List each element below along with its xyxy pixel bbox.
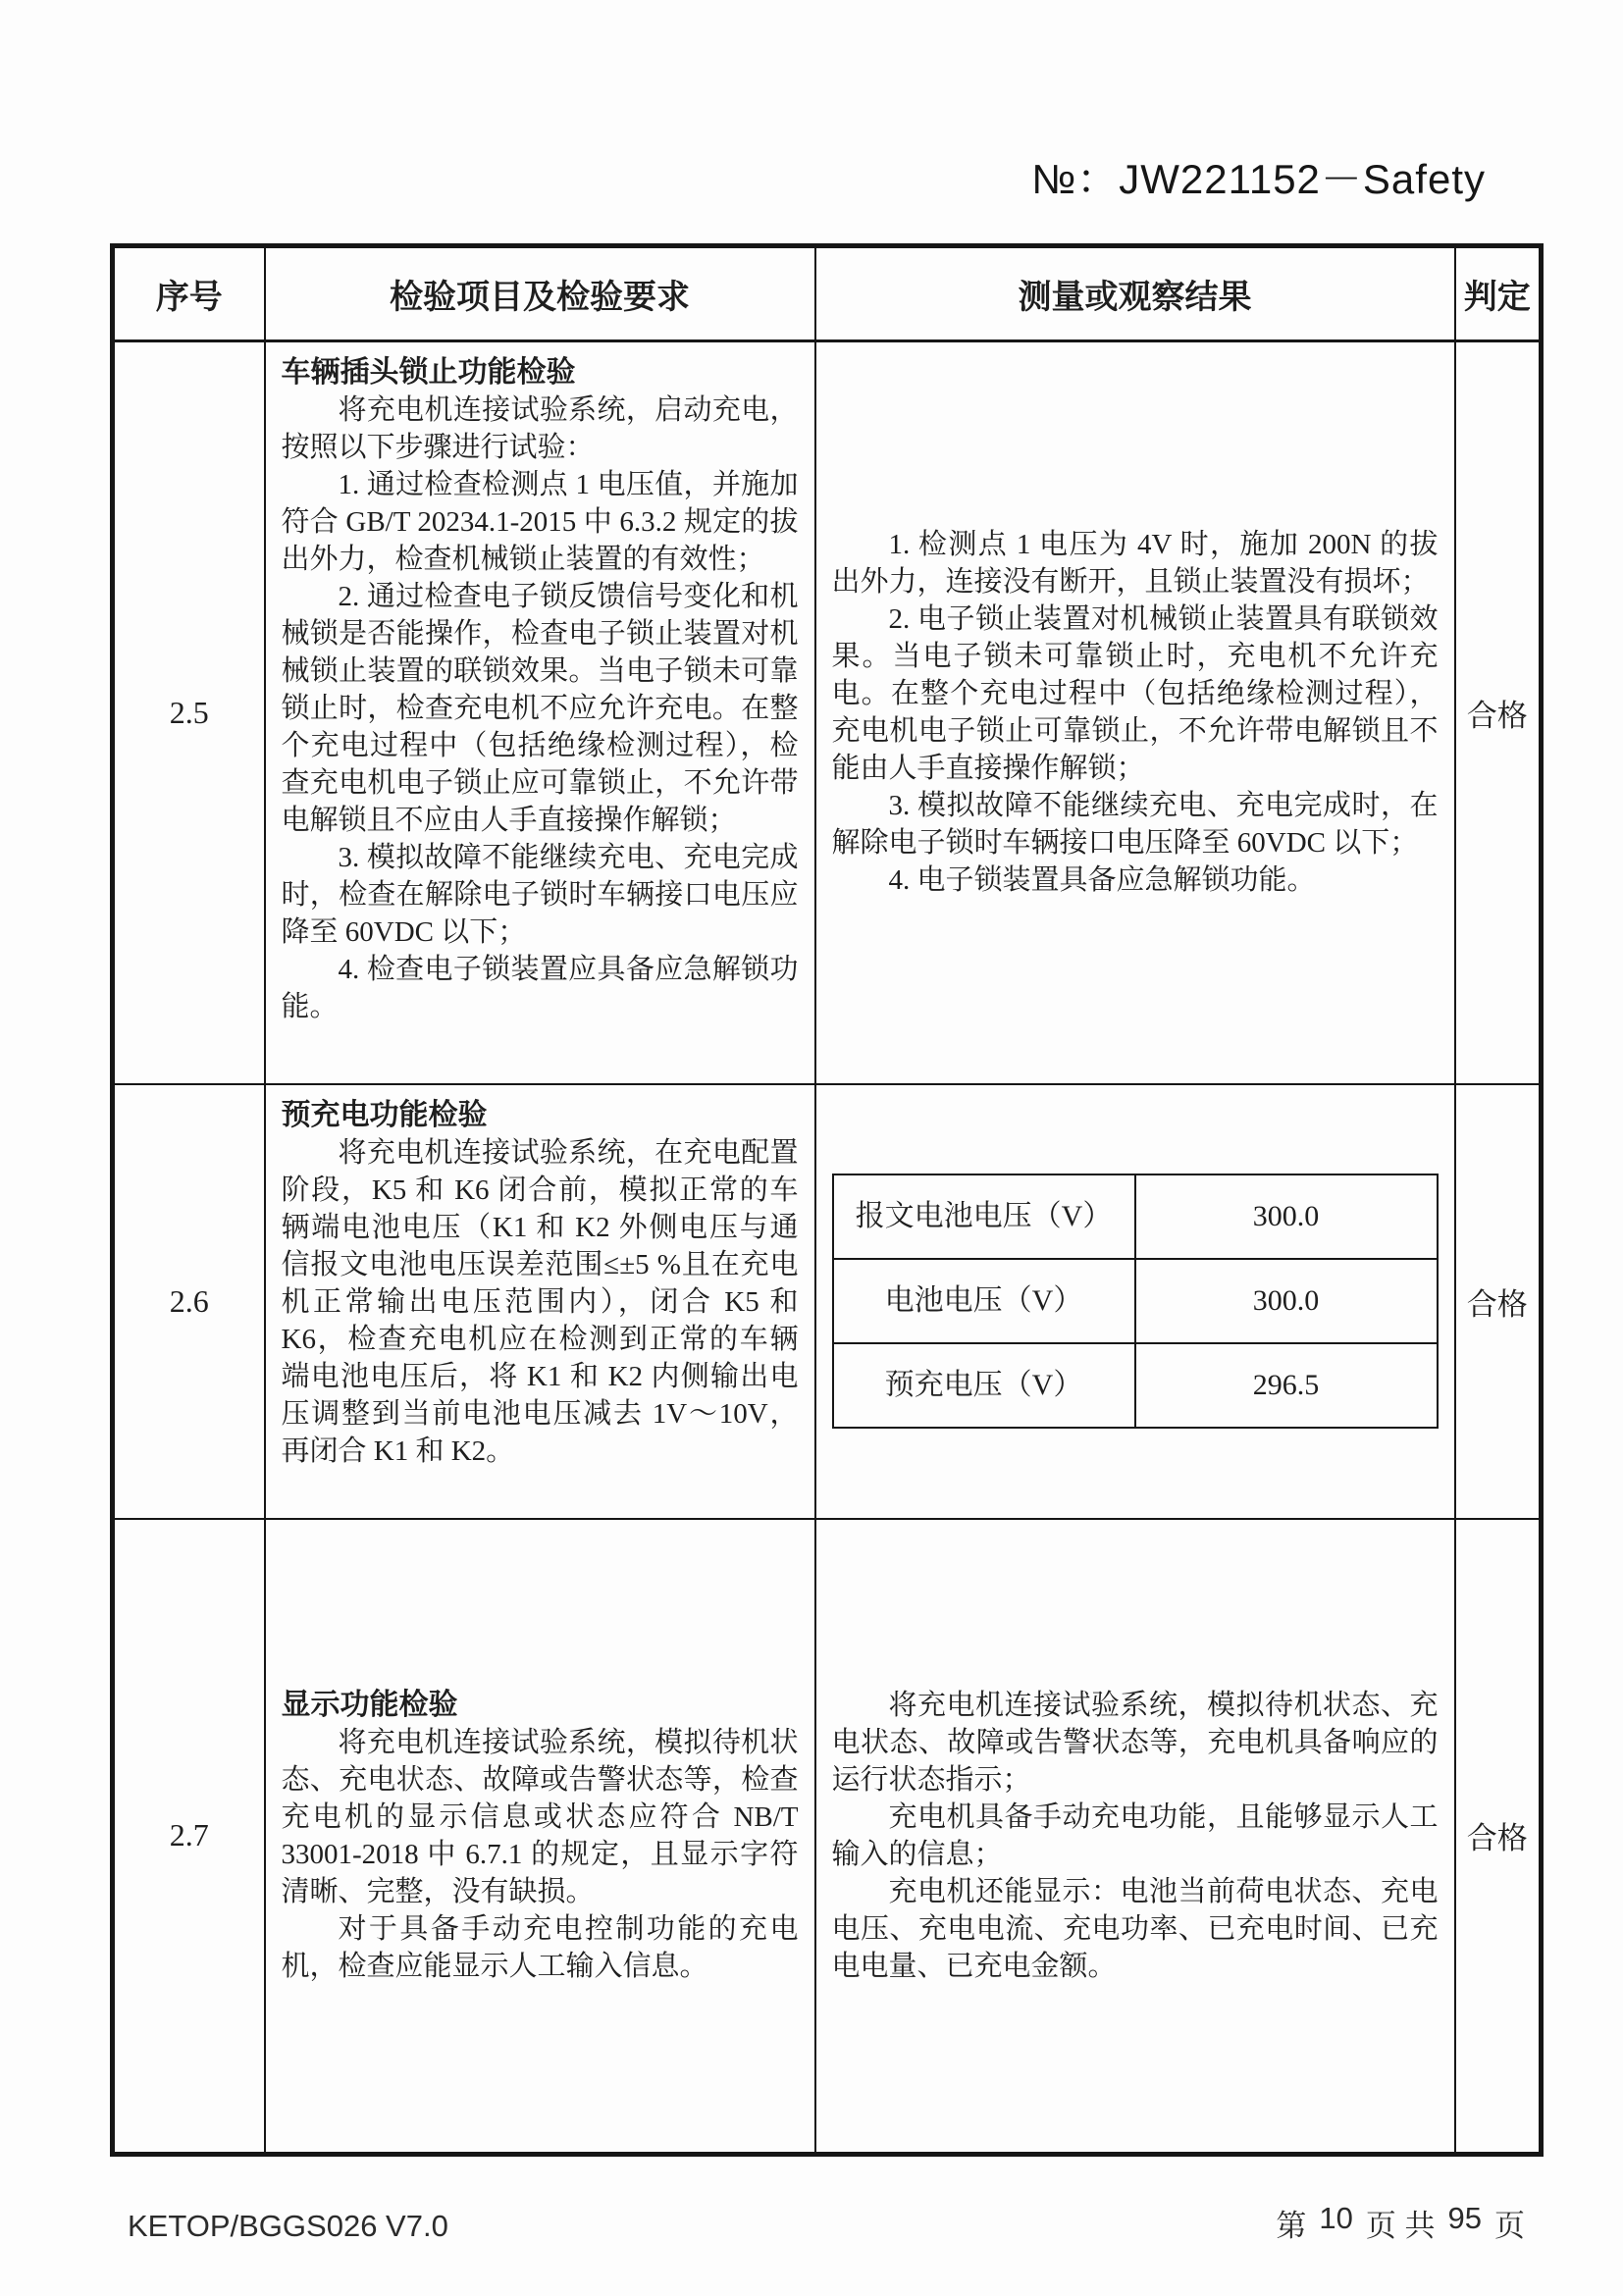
result-paragraph: 充电机还能显示：电池当前荷电状态、充电电压、充电电流、充电功率、已充电时间、已充电电量、已充电金额。 — [831, 1875, 1439, 1982]
table-header-row — [113, 246, 1542, 341]
result-data-table — [832, 1174, 1439, 1429]
result-cell — [815, 1519, 1455, 2155]
page-current: 10 — [1319, 2201, 1353, 2235]
item-paragraph: 4. 检查电子锁装置应具备应急解锁功能。 — [281, 954, 799, 1022]
data-label: 预充电压（V） — [833, 1343, 1135, 1428]
item-paragraph: 2. 通过检查电子锁反馈信号变化和机械锁是否能操作，检查电子锁止装置对机械锁止装置的联锁效果。当电子锁未可靠锁止时，检查充电机不应允许充电。在整个充电过程中（包括绝缘检测过程），检查充电机电子锁止应可靠锁止，不允许带电解锁且不应由人手直接操作解锁； — [281, 581, 799, 836]
item-paragraph: 将充电机连接试验系统，启动充电，按照以下步骤进行试验： — [281, 394, 799, 463]
item-title: 预充电功能检验 — [281, 1098, 488, 1131]
footer-pagination — [1276, 2201, 1525, 2245]
table-row-2-7 — [113, 1519, 1542, 2155]
item-paragraph: 将充电机连接试验系统，模拟待机状态、充电状态、故障或告警状态等，检查充电机的显示信息或状态应符合 NB/T 33001-2018 中 6.7.1 的规定，且显示字符清晰、完整，没有缺损。 — [281, 1726, 799, 1907]
verdict-cell: 合格 — [1455, 1519, 1542, 2155]
data-row — [833, 1343, 1438, 1428]
item-title: 显示功能检验 — [281, 1688, 458, 1721]
pagination-mid: 页 共 — [1365, 2209, 1436, 2243]
item-paragraph: 3. 模拟故障不能继续充电、充电完成时，检查在解除电子锁时车辆接口电压应降至 60VDC 以下； — [281, 842, 799, 948]
item-title: 车辆插头锁止功能检验 — [281, 356, 576, 389]
data-value: 300.0 — [1135, 1174, 1438, 1259]
table-row-2-6 — [113, 1084, 1542, 1519]
item-cell — [265, 341, 815, 1084]
pagination-prefix: 第 — [1276, 2209, 1307, 2243]
inspection-table — [110, 243, 1544, 2157]
header-verdict: 判定 — [1455, 246, 1542, 341]
result-cell — [815, 1084, 1455, 1519]
item-cell — [265, 1084, 815, 1519]
result-paragraph: 将充电机连接试验系统，模拟待机状态、充电状态、故障或告警状态等，充电机具备响应的运行状态指示； — [831, 1689, 1439, 1796]
footer-doc-code: KETOP/BGGS026 V7.0 — [128, 2209, 448, 2243]
item-paragraph: 对于具备手动充电控制功能的充电机，检查应能显示人工输入信息。 — [281, 1912, 799, 1982]
verdict-cell: 合格 — [1455, 341, 1542, 1084]
result-paragraph: 1. 检测点 1 电压为 4V 时，施加 200N 的拔出外力，连接没有断开，且锁止装置没有损坏； — [831, 529, 1439, 599]
header-item: 检验项目及检验要求 — [265, 246, 815, 341]
item-paragraph: 将充电机连接试验系统，在充电配置阶段，K5 和 K6 闭合前，模拟正常的车辆端电池电压（K1 和 K2 外侧电压与通信报文电池电压误差范围≤±5 %且在充电机正常输出电压范围内），闭合 K5 和 K6，检查充电机应在检测到正常的车辆端电池电压后，将 K1 和 K2 内侧输出电压调整到当前电池电压减去 1V～10V，再闭合 K1 和 K2。 — [281, 1136, 799, 1467]
data-row — [833, 1259, 1438, 1343]
seq-cell: 2.7 — [113, 1519, 265, 2155]
result-paragraph: 2. 电子锁止装置对机械锁止装置具有联锁效果。当电子锁未可靠锁止时，充电机不允许充电。在整个充电过程中（包括绝缘检测过程），充电机电子锁止可靠锁止，不允许带电解锁且不能由人手直接操作解锁； — [831, 603, 1439, 785]
data-value: 300.0 — [1135, 1259, 1438, 1343]
document-number: №：JW221152－Safety — [1031, 156, 1486, 202]
seq-cell: 2.5 — [113, 341, 265, 1084]
header-seq: 序号 — [113, 246, 265, 341]
data-label: 报文电池电压（V） — [833, 1174, 1135, 1259]
item-cell — [265, 1519, 815, 2155]
data-row — [833, 1174, 1438, 1259]
result-paragraph: 4. 电子锁装置具备应急解锁功能。 — [888, 864, 1316, 897]
result-paragraph: 充电机具备手动充电功能，且能够显示人工输入的信息； — [831, 1800, 1439, 1870]
page-total: 95 — [1447, 2201, 1482, 2235]
result-paragraph: 3. 模拟故障不能继续充电、充电完成时，在解除电子锁时车辆接口电压降至 60VDC 以下； — [831, 790, 1439, 860]
pagination-suffix: 页 — [1494, 2209, 1525, 2243]
footer — [128, 2201, 1525, 2245]
result-cell — [815, 341, 1455, 1084]
table-row-2-5 — [113, 341, 1542, 1084]
header-result: 测量或观察结果 — [815, 246, 1455, 341]
data-label: 电池电压（V） — [833, 1259, 1135, 1343]
item-paragraph: 1. 通过检查检测点 1 电压值，并施加符合 GB/T 20234.1-2015 中 6.3.2 规定的拔出外力，检查机械锁止装置的有效性； — [281, 469, 799, 575]
verdict-cell: 合格 — [1455, 1084, 1542, 1519]
data-value: 296.5 — [1135, 1343, 1438, 1428]
seq-cell: 2.6 — [113, 1084, 265, 1519]
